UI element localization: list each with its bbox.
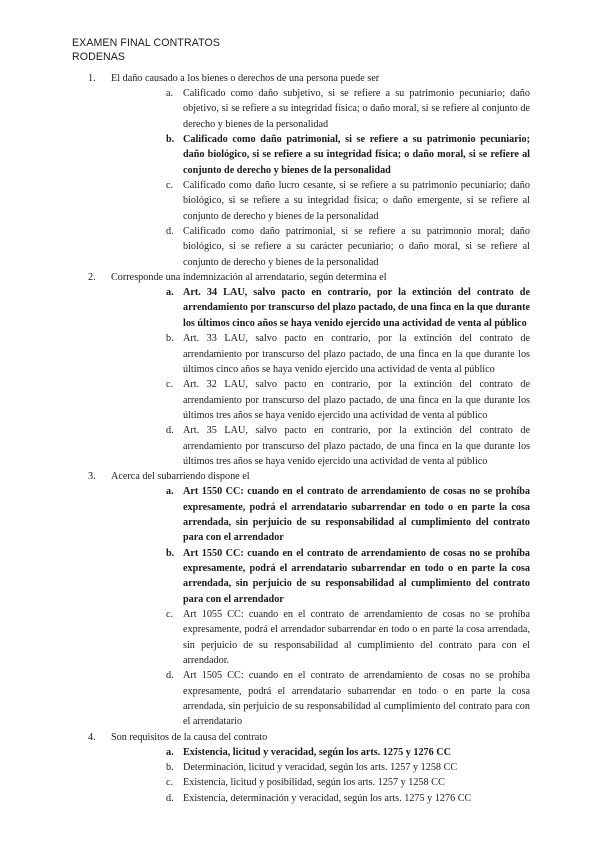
answer-option-c xyxy=(111,775,530,790)
question-number: 2. xyxy=(88,272,96,284)
document-header xyxy=(72,36,220,64)
option-text: Art. 33 LAU, salvo pacto en contrario, por la extinción del contrato de arrendamiento por transcurso del plazo pactado, de una finca en la que durante los últimos cinco años se haya venido ejercido una actividad de venta al público xyxy=(183,333,530,375)
answer-option-a xyxy=(111,285,530,331)
option-text: Art 1055 CC: cuando en el contrato de arrendamiento de cosas no se prohíba expresamente, podrá el arrendador subarrendar en todo o en parte la cosa arrendada, sin perjuicio de su responsabilidad al cumplimiento del contrato para con el arrendador. xyxy=(183,609,530,667)
answer-option-d xyxy=(111,791,530,806)
answer-option-b xyxy=(111,331,530,377)
question-number: 4. xyxy=(88,731,96,743)
option-text: Existencia, licitud y veracidad, según los arts. 1275 y 1276 CC xyxy=(183,746,451,758)
answer-option-c xyxy=(111,178,530,224)
answer-option-d xyxy=(111,224,530,270)
exam-title: EXAMEN FINAL CONTRATOS xyxy=(72,37,220,49)
option-text: Calificado como daño lucro cesante, si se refiere a su patrimonio pecuniario; daño biológico, si se refiere a su integridad física; o daño emergente, si se refiere al conjunto de derecho y bienes de la personalidad xyxy=(183,180,530,222)
option-text: Existencia, determinación y veracidad, según los arts. 1275 y 1276 CC xyxy=(183,792,472,804)
option-letter: c. xyxy=(166,609,174,620)
option-letter: a. xyxy=(166,88,174,99)
option-letter: a. xyxy=(166,486,174,498)
option-letter: b. xyxy=(166,762,174,774)
option-text: Art. 34 LAU, salvo pacto en contrario, por la extinción del contrato de arrendamiento por transcurso del plazo pactado, de una finca en la que durante los últimos cinco años se haya venido ejercido una actividad de venta al público xyxy=(183,287,530,329)
exam-author: RODENAS xyxy=(72,51,126,63)
option-letter: b. xyxy=(166,547,175,559)
answer-option-b xyxy=(111,132,530,178)
answer-option-d xyxy=(111,423,530,469)
option-letter: b. xyxy=(166,134,175,146)
question-list xyxy=(72,71,530,806)
question-1 xyxy=(72,71,530,270)
answer-option-d xyxy=(111,668,530,729)
question-number: 1. xyxy=(88,73,96,84)
option-letter: d. xyxy=(166,792,174,804)
question-4 xyxy=(72,730,530,806)
option-text: Art 1550 CC: cuando en el contrato de arrendamiento de cosas no se prohíba expresamente, podrá el arrendatario subarrendar en todo o en parte la cosa arrendada, sin perjuicio de su responsabilidad al cumplimiento del contrato para con el arrendador xyxy=(183,486,530,544)
answer-option-b xyxy=(111,546,530,607)
option-text: Art. 32 LAU, salvo pacto en contrario, por la extinción del contrato de arrendamiento por transcurso del plazo pactado, de una finca en la que durante los últimos tres años se haya venido ejercido una actividad de venta al público xyxy=(183,379,530,421)
question-3 xyxy=(72,469,530,730)
option-text: Art 1550 CC: cuando en el contrato de arrendamiento de cosas no se prohíba expresamente, podrá el arrendatario subarrendar en todo o en parte la cosa arrendada, sin perjuicio de su responsabilidad al cumplimiento del contrato para con el arrendador xyxy=(183,547,530,605)
option-letter: a. xyxy=(166,746,174,758)
question-number: 3. xyxy=(88,471,96,483)
answer-option-c xyxy=(111,377,530,423)
option-text: Existencia, licitud y posibilidad, según los arts. 1257 y 1258 CC xyxy=(183,777,445,789)
option-text: Calificado como daño patrimonial, si se refiere a su patrimonio pecuniario; daño biológico, si se refiere a su integridad física; o daño moral, si se refiere al conjunto de derecho y bienes de la personalidad xyxy=(183,134,530,176)
option-letter: d. xyxy=(166,425,174,437)
answer-option-b xyxy=(111,760,530,775)
answer-option-c xyxy=(111,607,530,668)
option-letter: b. xyxy=(166,333,174,345)
question-text: Son requisitos de la causa del contrato xyxy=(111,731,268,743)
answer-option-a xyxy=(111,484,530,545)
option-text: Art. 35 LAU, salvo pacto en contrario, por la extinción del contrato de arrendamiento por transcurso del plazo pactado, de una finca en la que durante los últimos tres años se haya venido ejercido una actividad de venta al público xyxy=(183,425,530,467)
option-text: Calificado como daño patrimonial, si se refiere a su patrimonio moral; daño biológico, si se refiere a su carácter pecuniario; o daño moral, si se refiere al conjunto de derecho y bienes de la personalidad xyxy=(183,226,530,268)
option-letter: c. xyxy=(166,180,174,192)
question-text: Corresponde una indemnización al arrendatario, según determina el xyxy=(111,272,387,284)
question-text: El daño causado a los bienes o derechos de una persona puede ser xyxy=(111,73,380,84)
option-text: Calificado como daño subjetivo, si se refiere a su patrimonio pecuniario; daño objetivo, si se refiere a su integridad física; o daño moral, si se refiere al conjunto de derecho y bienes de la personalidad xyxy=(183,88,530,130)
answer-option-a xyxy=(111,86,530,132)
option-text: Determinación, licitud y veracidad, según los arts. 1257 y 1258 CC xyxy=(183,762,458,774)
question-2 xyxy=(72,270,530,469)
option-text: Art 1505 CC: cuando en el contrato de arrendamiento de cosas no se prohíba expresamente, podrá el arrendatario subarrendar en todo o en parte la cosa arrendada, sin perjuicio de su responsabilidad al cumplimiento del contrato para con el arrendatario xyxy=(183,670,530,728)
option-letter: a. xyxy=(166,287,174,299)
option-letter: d. xyxy=(166,670,174,682)
option-letter: c. xyxy=(166,777,174,789)
question-text: Acerca del subarriendo dispone el xyxy=(111,471,250,483)
option-letter: c. xyxy=(166,379,174,391)
answer-option-a xyxy=(111,745,530,760)
option-letter: d. xyxy=(166,226,174,238)
